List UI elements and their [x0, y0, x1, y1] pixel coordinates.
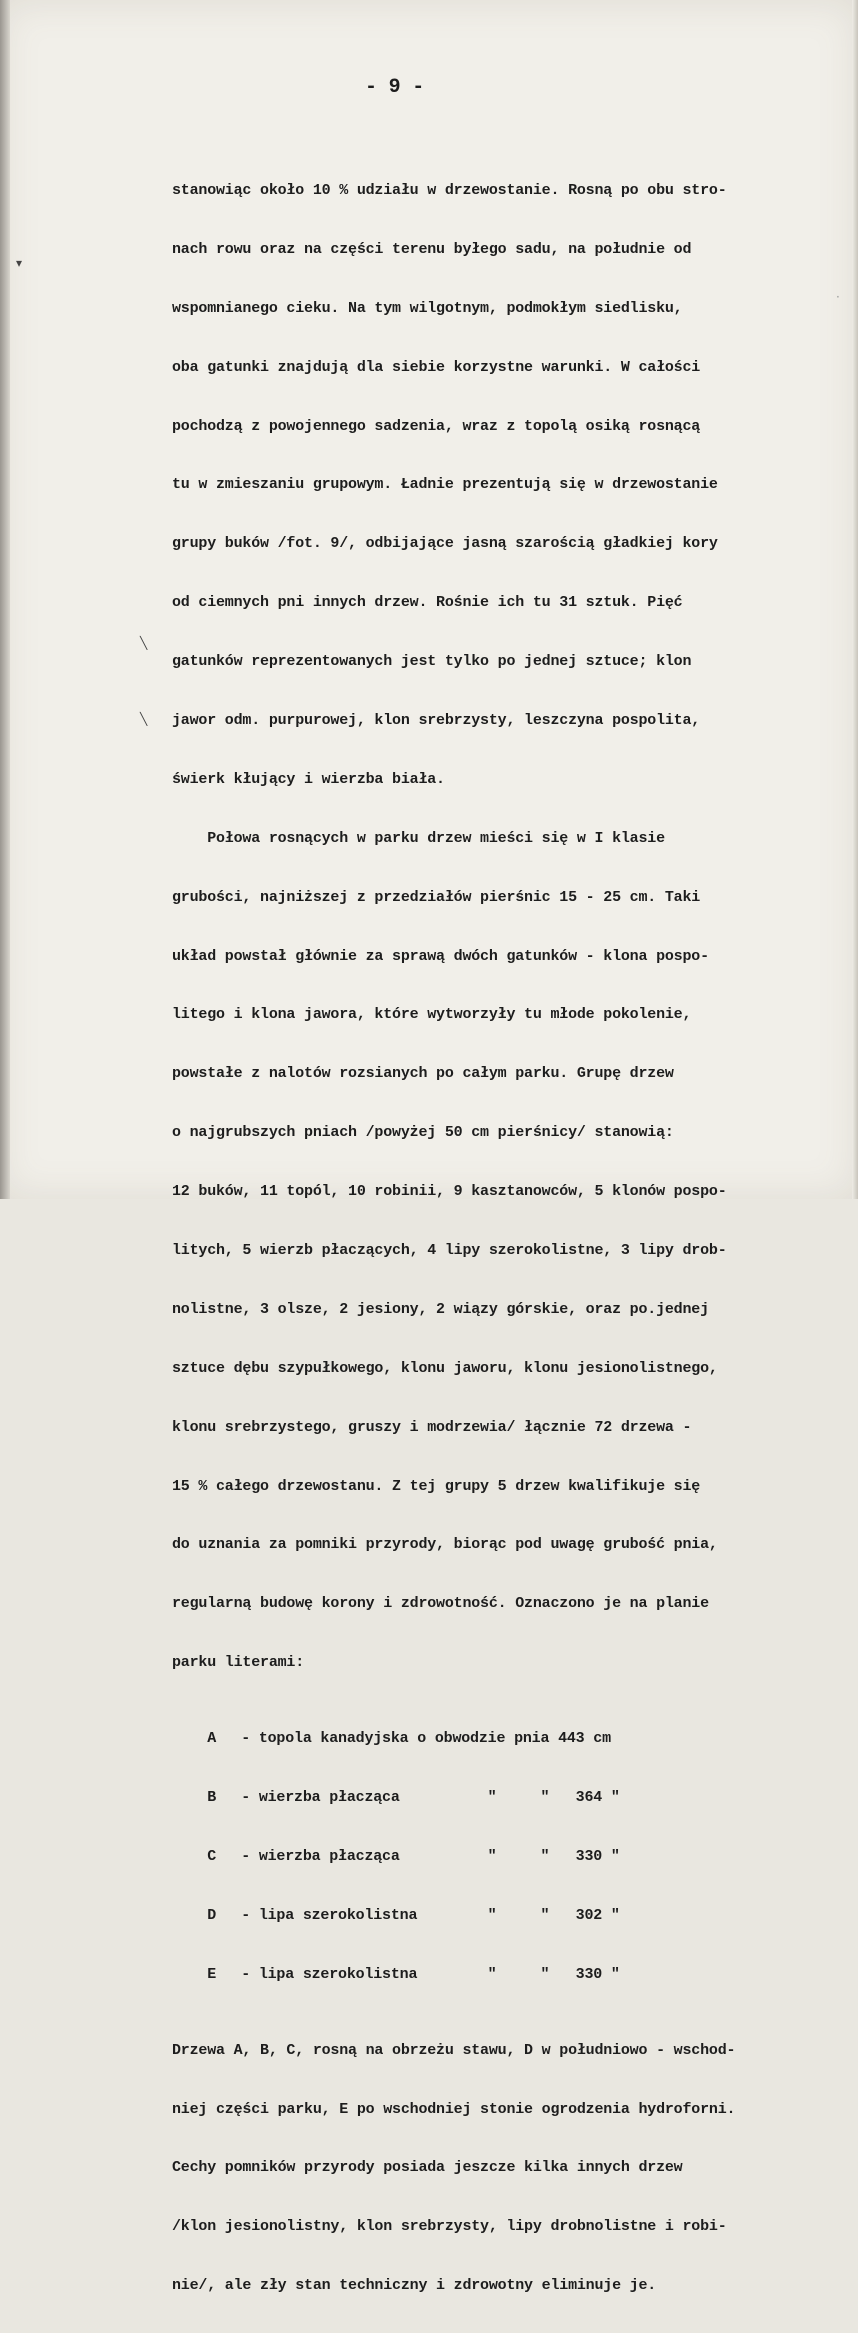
text-line: grupy buków /fot. 9/, odbijające jasną szarością gładkiej kory	[172, 535, 718, 553]
monument-text: - lipa szerokolistna " " 330 "	[241, 1965, 620, 1983]
margin-tick-mark: ╲	[140, 636, 148, 650]
body-text	[172, 145, 735, 2333]
monument-text: - topola kanadyjska o obwodzie pnia 443 cm	[241, 1730, 611, 1748]
monument-text: - lipa szerokolistna " " 302 "	[241, 1906, 620, 1924]
text-line: od ciemnych pni innych drzew. Rośnie ich tu 31 sztuk. Pięć	[172, 594, 683, 612]
text-line: Połowa rosnących w parku drzew mieści się w I klasie	[172, 829, 665, 847]
text-line: klonu srebrzystego, gruszy i modrzewia/ łącznie 72 drzewa -	[172, 1418, 692, 1436]
text-line: /klon jesionolistny, klon srebrzysty, lipy drobnolistne i robi-	[172, 2218, 727, 2236]
text-line: układ powstał głównie za sprawą dwóch gatunków - klona pospo-	[172, 947, 709, 965]
text-line: gatunków reprezentowanych jest tylko po jednej sztuce; klon	[172, 653, 692, 671]
text-line: stanowiąc około 10 % udziału w drzewostanie. Rosną po obu stro-	[172, 182, 727, 199]
monument-item	[172, 1963, 735, 1988]
text-line: do uznania za pomniki przyrody, biorąc pod uwagę grubość pnia,	[172, 1536, 718, 1554]
monument-text: - wierzba płacząca " " 330 "	[241, 1847, 620, 1865]
text-line: regularną budowę korony i zdrowotność. Oznaczono je na planie	[172, 1595, 709, 1613]
text-line: powstałe z nalotów rozsianych po całym parku. Grupę drzew	[172, 1065, 674, 1083]
text-line: litych, 5 wierzb płaczących, 4 lipy szerokolistne, 3 lipy drob-	[172, 1242, 727, 1260]
text-line: sztuce dębu szypułkowego, klonu jaworu, klonu jesionolistnego,	[172, 1359, 718, 1377]
monument-letter: A	[207, 1730, 217, 1748]
monument-item	[172, 1904, 735, 1929]
text-line: parku literami:	[172, 1654, 305, 1672]
margin-tick-mark: ╲	[140, 712, 148, 726]
monument-text: - wierzba płacząca " " 364 "	[241, 1789, 620, 1807]
monument-item	[172, 1727, 735, 1752]
text-line: o najgrubszych pniach /powyżej 50 cm pierśnicy/ stanowią:	[172, 1124, 674, 1142]
text-line: Drzewa A, B, C, rosną na obrzeżu stawu, D w południowo - wschod-	[172, 2041, 736, 2059]
text-line: 15 % całego drzewostanu. Z tej grupy 5 drzew kwalifikuje się	[172, 1477, 701, 1495]
text-line: litego i klona jawora, które wytworzyły tu młode pokolenie,	[172, 1006, 692, 1024]
sheet-edge-left	[0, 0, 10, 1199]
monument-letter: B	[207, 1789, 217, 1807]
margin-tick-mark: ·	[836, 290, 840, 304]
margin-tick-mark: ▾	[16, 256, 23, 270]
text-line: tu w zmieszaniu grupowym. Ładnie prezentują się w drzewostanie	[172, 476, 718, 494]
text-line: nolistne, 3 olsze, 2 jesiony, 2 wiązy górskie, oraz po.jednej	[172, 1300, 709, 1318]
text-line: Cechy pomników przyrody posiada jeszcze kilka innych drzew	[172, 2159, 683, 2177]
monument-item	[172, 1786, 735, 1811]
text-line: nie/, ale zły stan techniczny i zdrowotny eliminuje je.	[172, 2277, 657, 2295]
text-line: grubości, najniższej z przedziałów pierśnic 15 - 25 cm. Taki	[172, 888, 701, 906]
text-line: jawor odm. purpurowej, klon srebrzysty, leszczyna pospolita,	[172, 712, 701, 730]
page-number: - 9 -	[365, 76, 425, 99]
text-line: niej części parku, E po wschodniej stonie ogrodzenia hydroforni.	[172, 2100, 736, 2118]
text-line: świerk kłujący i wierzba biała.	[172, 770, 445, 788]
sheet-edge-right	[852, 0, 858, 1199]
text-line: wspomnianego cieku. Na tym wilgotnym, podmokłym siedlisku,	[172, 299, 683, 317]
text-line: nach rowu oraz na części terenu byłego sadu, na południe od	[172, 240, 692, 258]
text-line: pochodzą z powojennego sadzenia, wraz z topolą osiką rosnącą	[172, 417, 701, 435]
monument-letter: D	[207, 1906, 217, 1924]
monument-item	[172, 1845, 735, 1870]
text-line: 12 buków, 11 topól, 10 robinii, 9 kasztanowców, 5 klonów pospo-	[172, 1183, 727, 1201]
monument-letter: E	[207, 1965, 217, 1983]
monument-letter: C	[207, 1847, 217, 1865]
text-line: oba gatunki znajdują dla siebie korzystne warunki. W całości	[172, 358, 701, 376]
